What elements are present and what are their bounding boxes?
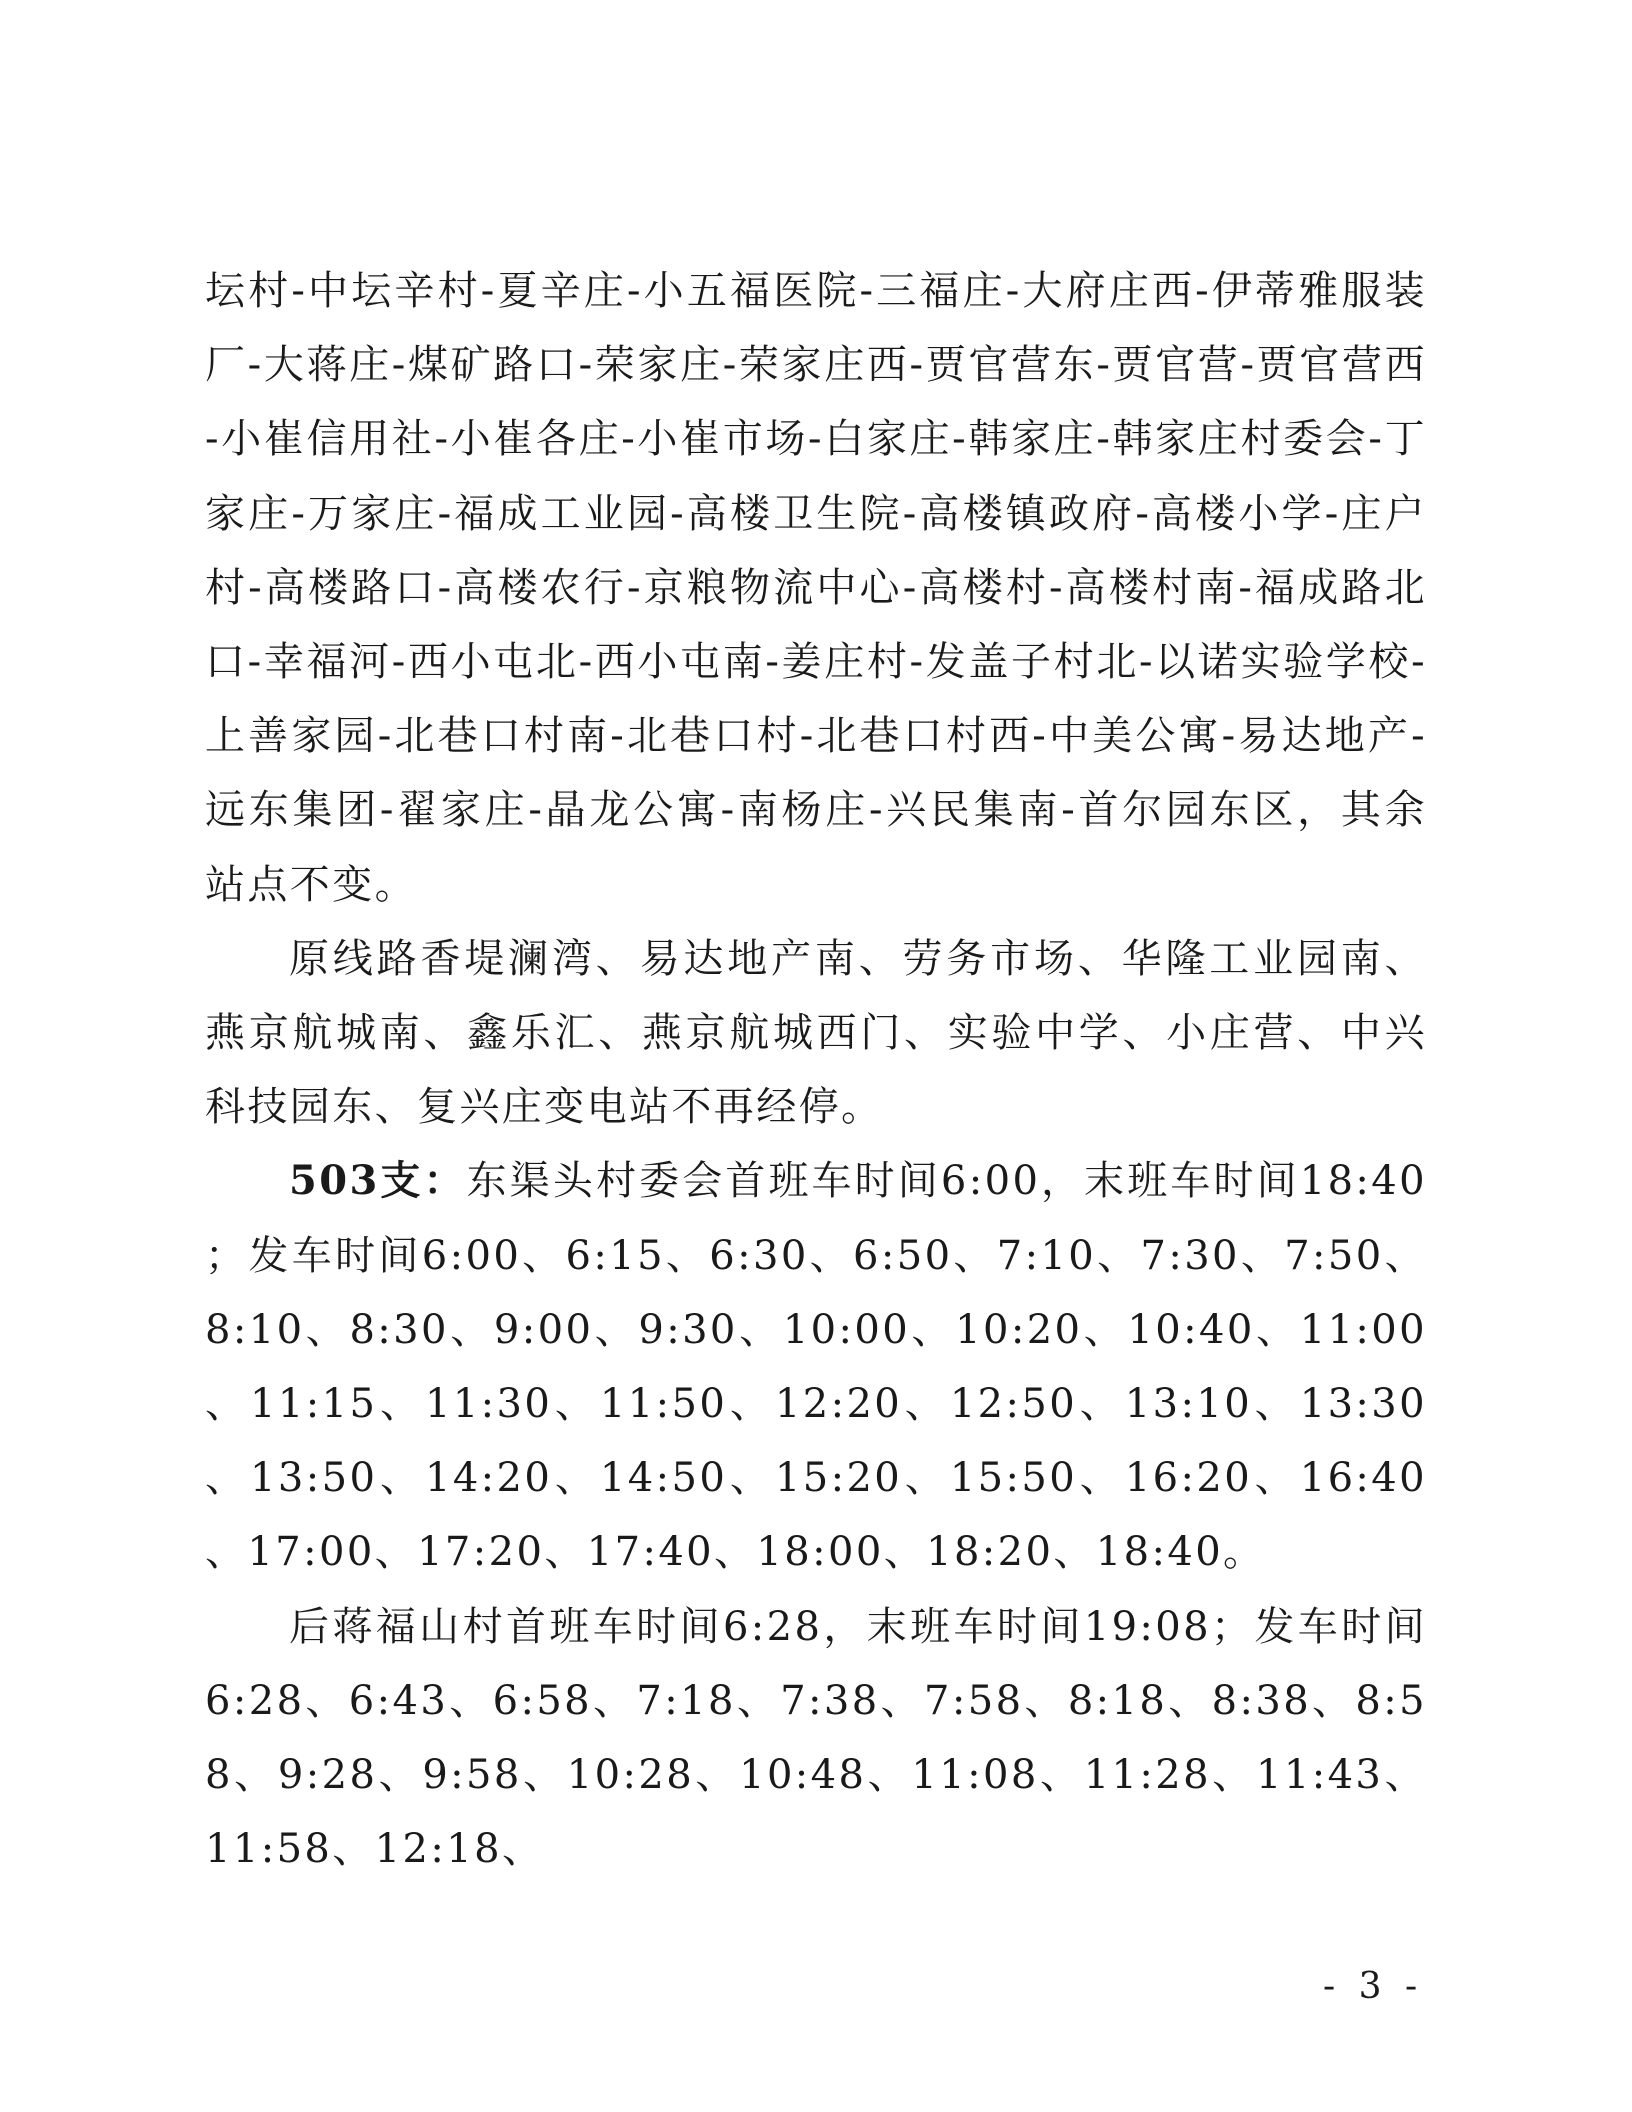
route-stops-text: 坛村-中坛辛村-夏辛庄-小五福医院-三福庄-大府庄西-伊蒂雅服装厂-大蒋庄-煤矿路口-荣家庄-荣家庄西-贾官营东-贾官营-贾官营西-小崔信用社-小崔各庄-小崔市场-白家庄-韩家庄-韩家庄村委会-丁家庄-万家庄-福成工业园-高楼卫生院-高楼镇政府-高楼小学-庄户村-高楼路口-高楼农行-京粮物流中心-高楼村-高楼村南-福成路北口-幸福河-西小屯北-西小屯南-姜庄村-发盖子村北-以诺实验学校-上善家园-北巷口村南-北巷口村-北巷口村西-中美公寓-易达地产-远东集团-翟家庄-晶龙公寓-南杨庄-兴民集南-首尔园东区，其余站点不变。 [205,268,1427,908]
route-503-branch-paragraph [205,1144,1427,1589]
route-503-branch-schedule-text: 东渠头村委会首班车时间6:00，末班车时间18:40；发车时间6:00、6:15、6:30、6:50、7:10、7:30、7:50、8:10、8:30、9:00、9:30、10:00、10:20、10:40、11:00、11:15、11:30、11:50、12:20、12:50、13:10、13:30、13:50、14:20、14:50、15:20、15:50、16:20、16:40、17:00、17:20、17:40、18:00、18:20、18:40。 [205,1158,1427,1576]
route-stops-paragraph [205,254,1427,922]
document-body [205,254,1427,1886]
return-schedule-text: 后蒋福山村首班车时间6:28，末班车时间19:08；发车时间6:28、6:43、6:58、7:18、7:38、7:58、8:18、8:38、8:58、9:28、9:58、10:28、10:48、11:08、11:28、11:43、11:58、12:18、 [205,1603,1427,1873]
return-schedule-paragraph [205,1590,1427,1887]
route-503-branch-label: 503支： [289,1157,467,1205]
removed-stops-text: 原线路香堤澜湾、易达地产南、劳务市场、华隆工业园南、燕京航城南、鑫乐汇、燕京航城西门、实验中学、小庄营、中兴科技园东、复兴庄变电站不再经停。 [205,935,1427,1131]
removed-stops-paragraph [205,922,1427,1145]
page-number: - 3 - [1323,1966,1424,2007]
